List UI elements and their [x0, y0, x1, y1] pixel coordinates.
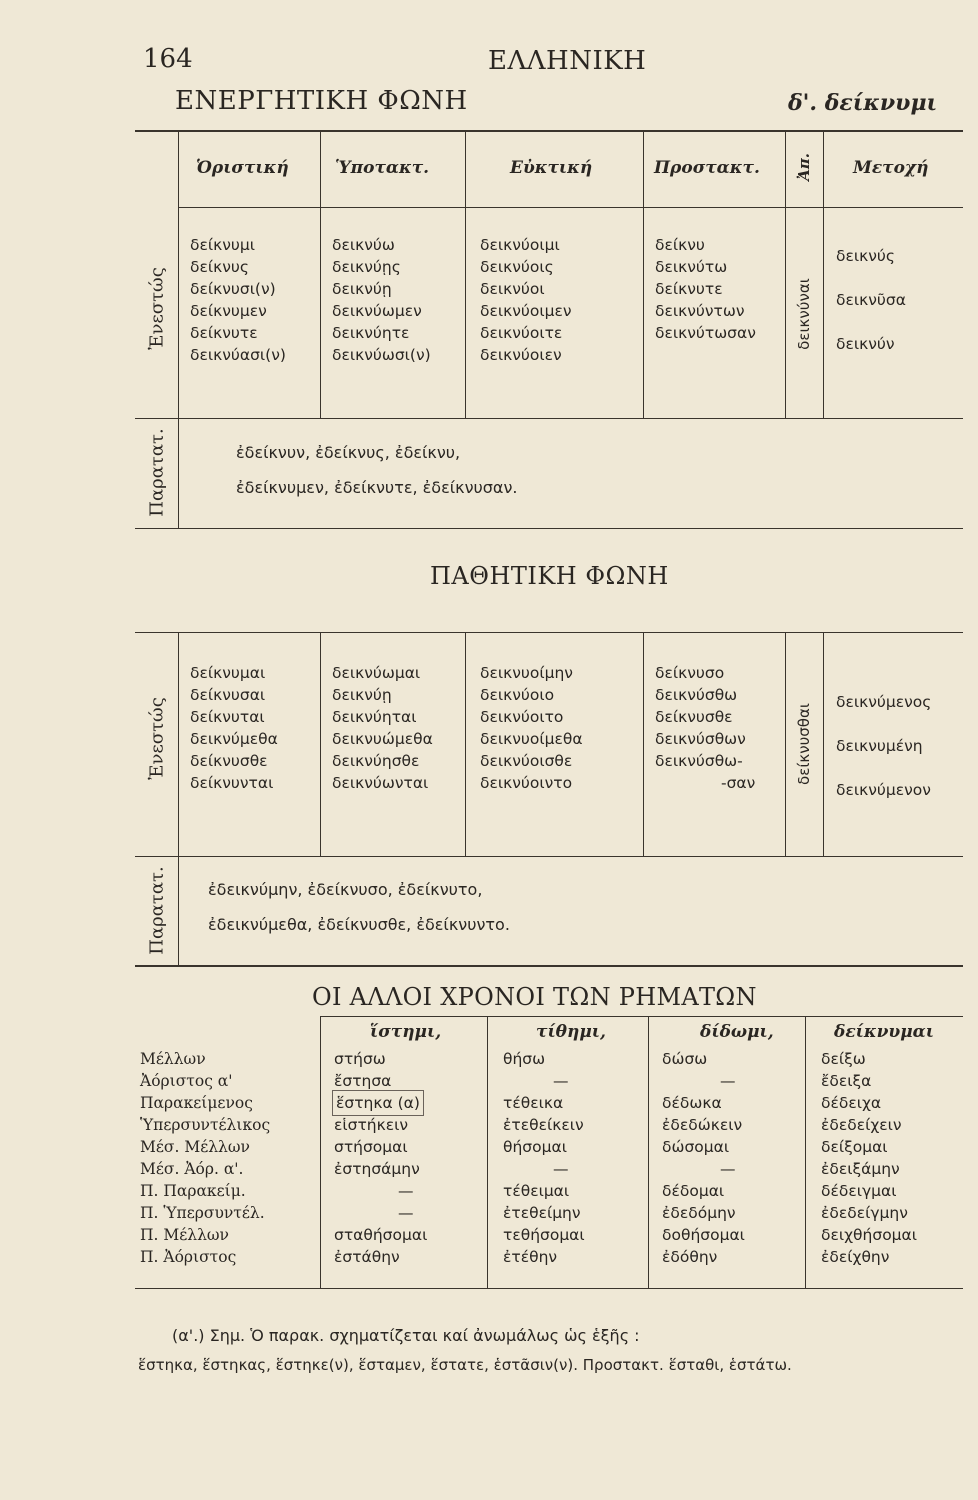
form: — [553, 1160, 569, 1178]
form: δεικνύτωσαν [655, 324, 756, 342]
form: στήσω [334, 1050, 386, 1068]
form: δείξομαι [821, 1138, 888, 1156]
col-rule-2 [320, 132, 321, 418]
passive-present-label: Ἐνεστώς [146, 697, 168, 780]
tense-name: Ὑπερσυντέλικος [140, 1116, 271, 1134]
form: — [720, 1072, 736, 1090]
form: δεικνύοιντο [480, 774, 573, 792]
tense-name: Μέσ. Ἀόρ. α'. [140, 1160, 244, 1178]
header-participle: Μετοχή [853, 158, 929, 178]
active-indicative-column [190, 234, 286, 366]
form: ἔστησα [334, 1072, 392, 1090]
form: ἐτεθείμην [503, 1204, 581, 1222]
form: δέδωκα [662, 1094, 722, 1112]
form: δεικνύῃ [332, 280, 392, 298]
form: δεικνύντων [655, 302, 745, 320]
form: δεικνύοιτε [480, 324, 563, 342]
form: δείκνυται [190, 708, 265, 726]
form: ἕστηκα (α) [336, 1094, 420, 1112]
form: δέδειγμαι [821, 1182, 897, 1200]
form: σταθήσομαι [334, 1226, 428, 1244]
form: ἐτέθην [503, 1248, 558, 1266]
form: δεικνύωνται [332, 774, 429, 792]
col-rule-p3 [465, 632, 466, 856]
form: δείκνυ [655, 236, 705, 254]
form: δείκνυς [190, 258, 249, 276]
form: δεικνύωμαι [332, 664, 421, 682]
col-rule-3 [465, 132, 466, 418]
active-imperative-column [655, 234, 756, 344]
col-rule-p1 [178, 632, 179, 965]
form: τέθεικα [503, 1094, 564, 1112]
form: στήσομαι [334, 1138, 408, 1156]
form: δεικνύοι [480, 280, 545, 298]
header-optative: Εὐκτική [510, 158, 593, 178]
passive-subjunctive-column [332, 662, 433, 794]
form: δώσω [662, 1050, 708, 1068]
form: τεθήσομαι [503, 1226, 585, 1244]
form: ἐτεθείκειν [503, 1116, 584, 1134]
tense-name: Π. Ἀόριστος [140, 1248, 237, 1266]
active-imperfect-line-1: ἐδείκνυν, ἐδείκνυς, ἐδείκνυ, [236, 443, 461, 462]
running-title: ΕΛΛΗΝΙΚΗ [488, 46, 647, 76]
form: δεικνύητε [332, 324, 410, 342]
form: ἐδείχθην [821, 1248, 890, 1266]
form: θήσομαι [503, 1138, 567, 1156]
form: δεικνύσθω [655, 686, 738, 704]
form: δεικνύῃ [332, 686, 392, 704]
form: — [553, 1072, 569, 1090]
form: δεικνύσθων [655, 730, 746, 748]
verb-didomi: δίδωμι, [700, 1022, 774, 1042]
deiknymai-column [821, 1048, 917, 1268]
tense-name: Π. Παρακείμ. [140, 1182, 246, 1200]
form: — [398, 1204, 414, 1222]
col-rule-o4 [805, 1016, 806, 1288]
form: δεικνύοιτο [480, 708, 564, 726]
form: δοθήσομαι [662, 1226, 745, 1244]
passive-imperfect-line-1: ἐδεικνύμην, ἐδείκνυσο, ἐδείκνυτο, [208, 880, 483, 899]
form: δεικνύμεθα [190, 730, 278, 748]
form: — [398, 1182, 414, 1200]
form: δεικνυώμεθα [332, 730, 433, 748]
form: δειχθήσομαι [821, 1226, 917, 1244]
didomi-column [662, 1048, 745, 1268]
form: δείκνυσθε [190, 752, 268, 770]
form: δείκνυσθε [655, 708, 733, 726]
form: δεικνύοιμι [480, 236, 560, 254]
form: δεικνύοις [480, 258, 554, 276]
form: ἔδειξα [821, 1072, 872, 1090]
form: δείκνυτε [190, 324, 258, 342]
page-number: 164 [143, 44, 193, 74]
passive-imperfect-line-2: ἐδεικνύμεθα, ἐδείκνυσθε, ἐδείκνυντο. [208, 915, 510, 934]
tithemi-column [503, 1048, 585, 1268]
form: δεικνύοιεν [480, 346, 562, 364]
form: ἐδεδόμην [662, 1204, 736, 1222]
active-imperfect-line-2: ἐδείκνυμεν, ἐδείκνυτε, ἐδείκνυσαν. [236, 478, 518, 497]
tense-name: Μέσ. Μέλλων [140, 1138, 250, 1156]
rule-passive-top [135, 632, 963, 633]
tense-names-column [140, 1048, 270, 1268]
form: δεικνύσθω- [655, 752, 743, 770]
rule-top [135, 130, 963, 132]
form: δεικνύησθε [332, 752, 420, 770]
col-rule-o3 [648, 1016, 649, 1288]
header-imperative: Προστακτ. [654, 158, 760, 178]
active-participle-column [836, 234, 906, 366]
form: ἐστάθην [334, 1248, 400, 1266]
form: δείκνυμεν [190, 302, 267, 320]
form: τέθειμαι [503, 1182, 570, 1200]
passive-optative-column [480, 662, 583, 794]
form: ἐδεδείχειν [821, 1116, 902, 1134]
passive-title: ΠΑΘΗΤΙΚΗ ΦΩΝΗ [430, 562, 669, 590]
form: δέδειχα [821, 1094, 882, 1112]
form: θήσω [503, 1050, 546, 1068]
form: δώσομαι [662, 1138, 730, 1156]
active-optative-column [480, 234, 572, 366]
form: δείκνυσο [655, 664, 725, 682]
form: δεικνυοίμεθα [480, 730, 583, 748]
col-rule-o2 [487, 1016, 488, 1288]
form: δεικνύασι(ν) [190, 346, 286, 364]
rule-active-present-bottom [135, 418, 963, 419]
form: δεικνύῃς [332, 258, 401, 276]
section-title: ΕΝΕΡΓΗΤΙΚΗ ΦΩΝΗ [175, 86, 468, 116]
col-rule-4 [643, 132, 644, 418]
form: δεικνύς [836, 247, 895, 265]
passive-imperative-column [655, 662, 755, 794]
passive-imperfect-label: Παρατατ. [146, 866, 168, 955]
form: ἐστησάμην [334, 1160, 420, 1178]
form: δεικνύτω [655, 258, 728, 276]
passive-infinitive: δείκνυσθαι [795, 703, 813, 785]
form: δείκνυμι [190, 236, 255, 254]
col-rule-p5 [785, 632, 786, 856]
form: δεικνύηται [332, 708, 417, 726]
col-rule-6 [823, 132, 824, 418]
form: δεικνύωμεν [332, 302, 422, 320]
col-rule-p6 [823, 632, 824, 856]
form: εἱστήκειν [334, 1116, 409, 1134]
active-infinitive: δεικνύναι [795, 278, 813, 350]
verb-tithemi: τίθημι, [536, 1022, 606, 1042]
form: ἐδεδώκειν [662, 1116, 743, 1134]
form: δείκνυμαι [190, 664, 266, 682]
form: -σαν [721, 774, 756, 792]
form: δεικνυοίμην [480, 664, 573, 682]
form: δεικνύν [836, 335, 895, 353]
form: δέδομαι [662, 1182, 725, 1200]
rule-passive-imperfect-bottom [135, 965, 963, 967]
other-tenses-title: ΟΙ ΑΛΛΟΙ ΧΡΟΝΟΙ ΤΩΝ ΡΗΜΑΤΩΝ [312, 983, 757, 1011]
form: ἐδειξάμην [821, 1160, 900, 1178]
form: δείξω [821, 1050, 866, 1068]
form: δείκνυσι(ν) [190, 280, 276, 298]
form: δεικνύοιο [480, 686, 555, 704]
form: δείκνυσαι [190, 686, 266, 704]
rule-header [178, 207, 963, 208]
rule-other-bottom [135, 1288, 963, 1289]
form: ἐδεδείγμην [821, 1204, 908, 1222]
tense-name: Μέλλων [140, 1050, 206, 1068]
active-subjunctive-column [332, 234, 431, 366]
col-rule-o1 [320, 1016, 321, 1288]
form: δεικνύοισθε [480, 752, 573, 770]
tense-name: Ἀόριστος α' [140, 1072, 233, 1090]
form: δεικνύμενον [836, 781, 931, 799]
form: δεικνύμενος [836, 693, 932, 711]
form: δεικνύωσι(ν) [332, 346, 431, 364]
rule-passive-present-bottom [135, 856, 963, 857]
col-rule-p2 [320, 632, 321, 856]
header-infinitive: Ἀπ. [795, 153, 813, 181]
passive-participle-column [836, 680, 931, 812]
rule-other-title [320, 1016, 963, 1017]
form: δείκνυνται [190, 774, 274, 792]
form: ἐδόθην [662, 1248, 718, 1266]
footnote-line-2: ἕστηκα, ἕστηκας, ἕστηκε(ν), ἕσταμεν, ἕστατε, ἑστᾶσιν(ν). Προστακτ. ἕσταθι, ἑστάτω. [138, 1356, 792, 1374]
histemi-column [334, 1048, 427, 1268]
form: — [720, 1160, 736, 1178]
tense-name: Π. Μέλλων [140, 1226, 229, 1244]
verb-title: δ'. δείκνυμι [788, 90, 938, 116]
col-rule-1 [178, 132, 179, 528]
footnote-line-1: (α'.) Σημ. Ὁ παρακ. σχηματίζεται καί ἀνωμάλως ὡς ἑξῆς : [172, 1326, 640, 1345]
form: δείκνυτε [655, 280, 723, 298]
header-indicative: Ὁριστική [196, 158, 289, 178]
active-present-label: Ἐνεστώς [146, 267, 168, 350]
tense-name: Π. Ὑπερσυντέλ. [140, 1204, 265, 1222]
form: δεικνῦσα [836, 291, 906, 309]
form: δεικνύω [332, 236, 395, 254]
verb-deiknymai: δείκνυμαι [834, 1022, 934, 1042]
rule-active-imperfect-bottom [135, 528, 963, 529]
verb-histemi: ἵστημι, [370, 1022, 442, 1042]
form: δεικνύοιμεν [480, 302, 572, 320]
col-rule-p4 [643, 632, 644, 856]
passive-indicative-column [190, 662, 278, 794]
header-subjunctive: Ὑποτακτ. [335, 158, 430, 178]
form: δεικνυμένη [836, 737, 923, 755]
active-imperfect-label: Παρατατ. [146, 428, 168, 517]
col-rule-5 [785, 132, 786, 418]
tense-name: Παρακείμενος [140, 1094, 253, 1112]
